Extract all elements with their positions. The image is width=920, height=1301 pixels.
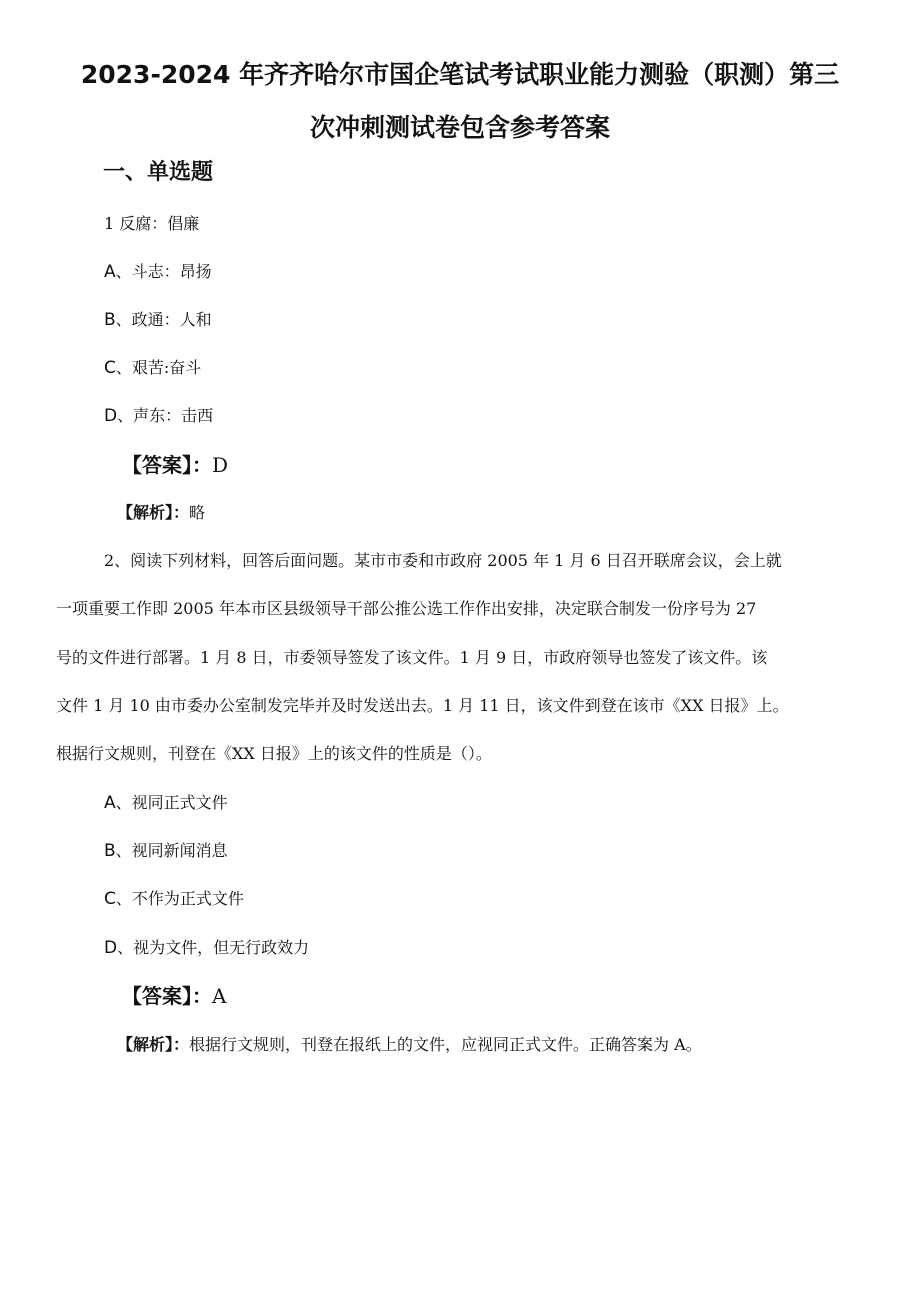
section-heading: 一、单选题	[103, 160, 214, 185]
analysis-text: 根据行文规则，刊登在报纸上的文件，应视同正式文件。正确答案为 A。	[189, 1035, 702, 1054]
question-2-stem-line-2: 一项重要工作即 2005 年本市区县级领导干部公推公选工作作出安排，决定联合制发一份序号为 27	[56, 599, 757, 618]
question-1-option-b	[104, 312, 212, 329]
question-2-analysis	[117, 1037, 702, 1053]
option-text: 、艰苦:奋斗	[115, 358, 202, 377]
option-text: 、斗志：昂扬	[115, 262, 212, 281]
option-text: 、视为文件，但无行政效力	[117, 938, 310, 957]
question-2-option-b	[104, 843, 228, 860]
question-2-stem-line-5: 根据行文规则，刊登在《XX 日报》上的该文件的性质是（）。	[56, 744, 492, 763]
option-letter: D	[104, 406, 118, 426]
option-text: 、不作为正式文件	[115, 889, 244, 908]
document-title-line-2: 次冲刺测试卷包含参考答案	[309, 113, 610, 142]
option-letter: B	[104, 310, 116, 330]
option-text: 、政通：人和	[115, 310, 212, 329]
question-1-option-c	[104, 360, 201, 377]
question-2-option-d	[104, 940, 309, 957]
option-text: 、视同正式文件	[115, 793, 228, 812]
question-2-stem-line-4: 文件 1 月 10 由市委办公室制发完毕并及时发送出去。1 月 11 日，该文件到登在该市《XX 日报》上。	[56, 696, 789, 715]
document-title-line-1: 2023-2024 年齐齐哈尔市国企笔试考试职业能力测验（职测）第三	[80, 60, 840, 89]
question-2-stem-line-1: 2、阅读下列材料，回答后面问题。某市市委和市政府 2005 年 1 月 6 日召开联席会议，会上就	[104, 551, 782, 570]
answer-value: A	[212, 984, 227, 1008]
answer-value: D	[212, 453, 229, 477]
question-2-stem-line-3: 号的文件进行部署。1 月 8 日，市委领导签发了该文件。1 月 9 日，市政府领导也签发了该文件。该	[56, 648, 768, 667]
option-letter: C	[104, 358, 116, 378]
analysis-text: 略	[189, 503, 206, 522]
question-1-option-a	[104, 264, 212, 281]
option-text: 、视同新闻消息	[115, 841, 228, 860]
question-2-answer	[122, 986, 226, 1006]
question-2-option-a	[104, 795, 228, 812]
option-text: 、声东：击西	[117, 406, 214, 425]
answer-label: 【答案】：	[122, 453, 212, 477]
question-1-analysis	[117, 505, 205, 521]
option-letter: A	[104, 793, 116, 813]
option-letter: A	[104, 262, 116, 282]
analysis-label: 【解析】：	[117, 1035, 190, 1054]
question-1-answer	[122, 455, 228, 475]
question-2-option-c	[104, 891, 244, 908]
answer-label: 【答案】：	[122, 984, 212, 1008]
question-1-stem: 1 反腐：倡廉	[104, 214, 200, 233]
option-letter: B	[104, 841, 116, 861]
analysis-label: 【解析】：	[117, 503, 190, 522]
option-letter: C	[104, 889, 116, 909]
question-1-option-d	[104, 408, 213, 425]
option-letter: D	[104, 938, 118, 958]
